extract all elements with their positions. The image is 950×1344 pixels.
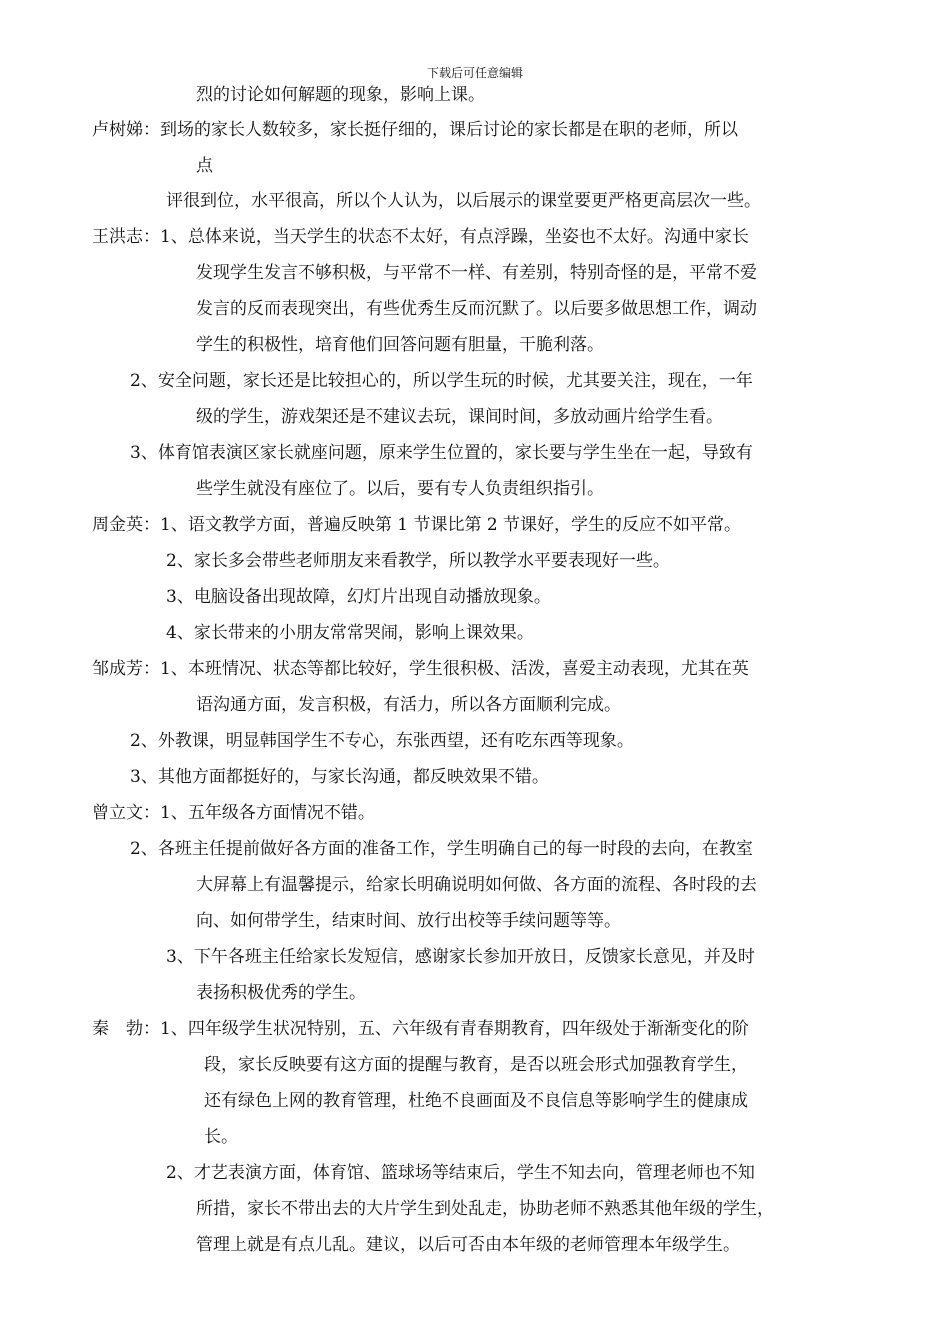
text-line: 烈的讨论如何解题的现象，影响上课。 xyxy=(196,85,485,105)
text-line: 卢树娣：到场的家长人数较多，家长挺仔细的，课后讨论的家长都是在职的老师，所以 xyxy=(92,120,738,140)
text-line: 段，家长反映要有这方面的提醒与教育，是否以班会形式加强教育学生， xyxy=(204,1055,748,1075)
text-line: 3、电脑设备出现故障，幻灯片出现自动播放现象。 xyxy=(166,587,551,607)
text-line: 表扬积极优秀的学生。 xyxy=(196,983,366,1003)
text-line: 大屏幕上有温馨提示，给家长明确说明如何做、各方面的流程、各时段的去 xyxy=(196,875,757,895)
text-line: 2、家长多会带些老师朋友来看教学，所以教学水平要表现好一些。 xyxy=(166,551,670,571)
text-line: 还有绿色上网的教育管理，杜绝不良画面及不良信息等影响学生的健康成 xyxy=(204,1091,748,1111)
text-line: 2、安全问题，家长还是比较担心的，所以学生玩的时候，尤其要关注，现在，一年 xyxy=(130,371,753,391)
text-line: 3、其他方面都挺好的，与家长沟通，都反映效果不错。 xyxy=(130,767,549,787)
text-line: 2、各班主任提前做好各方面的准备工作，学生明确自己的每一时段的去向，在教室 xyxy=(130,839,753,859)
text-line: 秦 勃：1、四年级学生状况特别，五、六年级有青春期教育，四年级处于渐渐变化的阶 xyxy=(92,1019,749,1039)
text-line: 3、体育馆表演区家长就座问题，原来学生位置的，家长要与学生坐在一起，导致有 xyxy=(130,443,753,463)
text-line: 长。 xyxy=(204,1127,238,1147)
text-line: 学生的积极性，培育他们回答问题有胆量，干脆利落。 xyxy=(196,335,604,355)
text-line: 2、外教课，明显韩国学生不专心，东张西望，还有吃东西等现象。 xyxy=(130,731,634,751)
text-line: 邹成芳：1、本班情况、状态等都比较好，学生很积极、活泼，喜爱主动表现，尤其在英 xyxy=(92,659,749,679)
text-line: 周金英：1、语文教学方面，普遍反映第 1 节课比第 2 节课好，学生的反应不如平常。 xyxy=(92,515,742,535)
page-header: 下载后可任意编辑 xyxy=(426,66,523,80)
text-line: 向、如何带学生，结束时间、放行出校等手续问题等等。 xyxy=(196,911,621,931)
text-line: 评很到位，水平很高，所以个人认为，以后展示的课堂要更严格更高层次一些。 xyxy=(166,191,761,211)
text-line: 曾立文：1、五年级各方面情况不错。 xyxy=(92,803,375,823)
text-line: 发现学生发言不够积极，与平常不一样、有差别，特别奇怪的是，平常不爱 xyxy=(196,263,757,283)
text-line: 发言的反而表现突出，有些优秀生反而沉默了。以后要多做思想工作，调动 xyxy=(196,299,757,319)
text-line: 3、下午各班主任给家长发短信，感谢家长参加开放日，反馈家长意见，并及时 xyxy=(166,947,755,967)
text-line: 4、家长带来的小朋友常常哭闹，影响上课效果。 xyxy=(166,623,534,643)
text-line: 管理上就是有点儿乱。建议，以后可否由本年级的老师管理本年级学生。 xyxy=(196,1235,740,1255)
text-line: 语沟通方面，发言积极，有活力，所以各方面顺利完成。 xyxy=(196,695,621,715)
text-line: 王洪志：1、总体来说，当天学生的状态不太好，有点浮躁，坐姿也不太好。沟通中家长 xyxy=(92,227,749,247)
text-line: 级的学生，游戏架还是不建议去玩，课间时间，多放动画片给学生看。 xyxy=(196,407,723,427)
text-line: 点 xyxy=(196,156,213,176)
text-line: 所措，家长不带出去的大片学生到处乱走，协助老师不熟悉其他年级的学生， xyxy=(196,1199,774,1219)
text-line: 2、才艺表演方面，体育馆、篮球场等结束后，学生不知去向，管理老师也不知 xyxy=(166,1163,755,1183)
text-line: 些学生就没有座位了。以后，要有专人负责组织指引。 xyxy=(196,479,604,499)
